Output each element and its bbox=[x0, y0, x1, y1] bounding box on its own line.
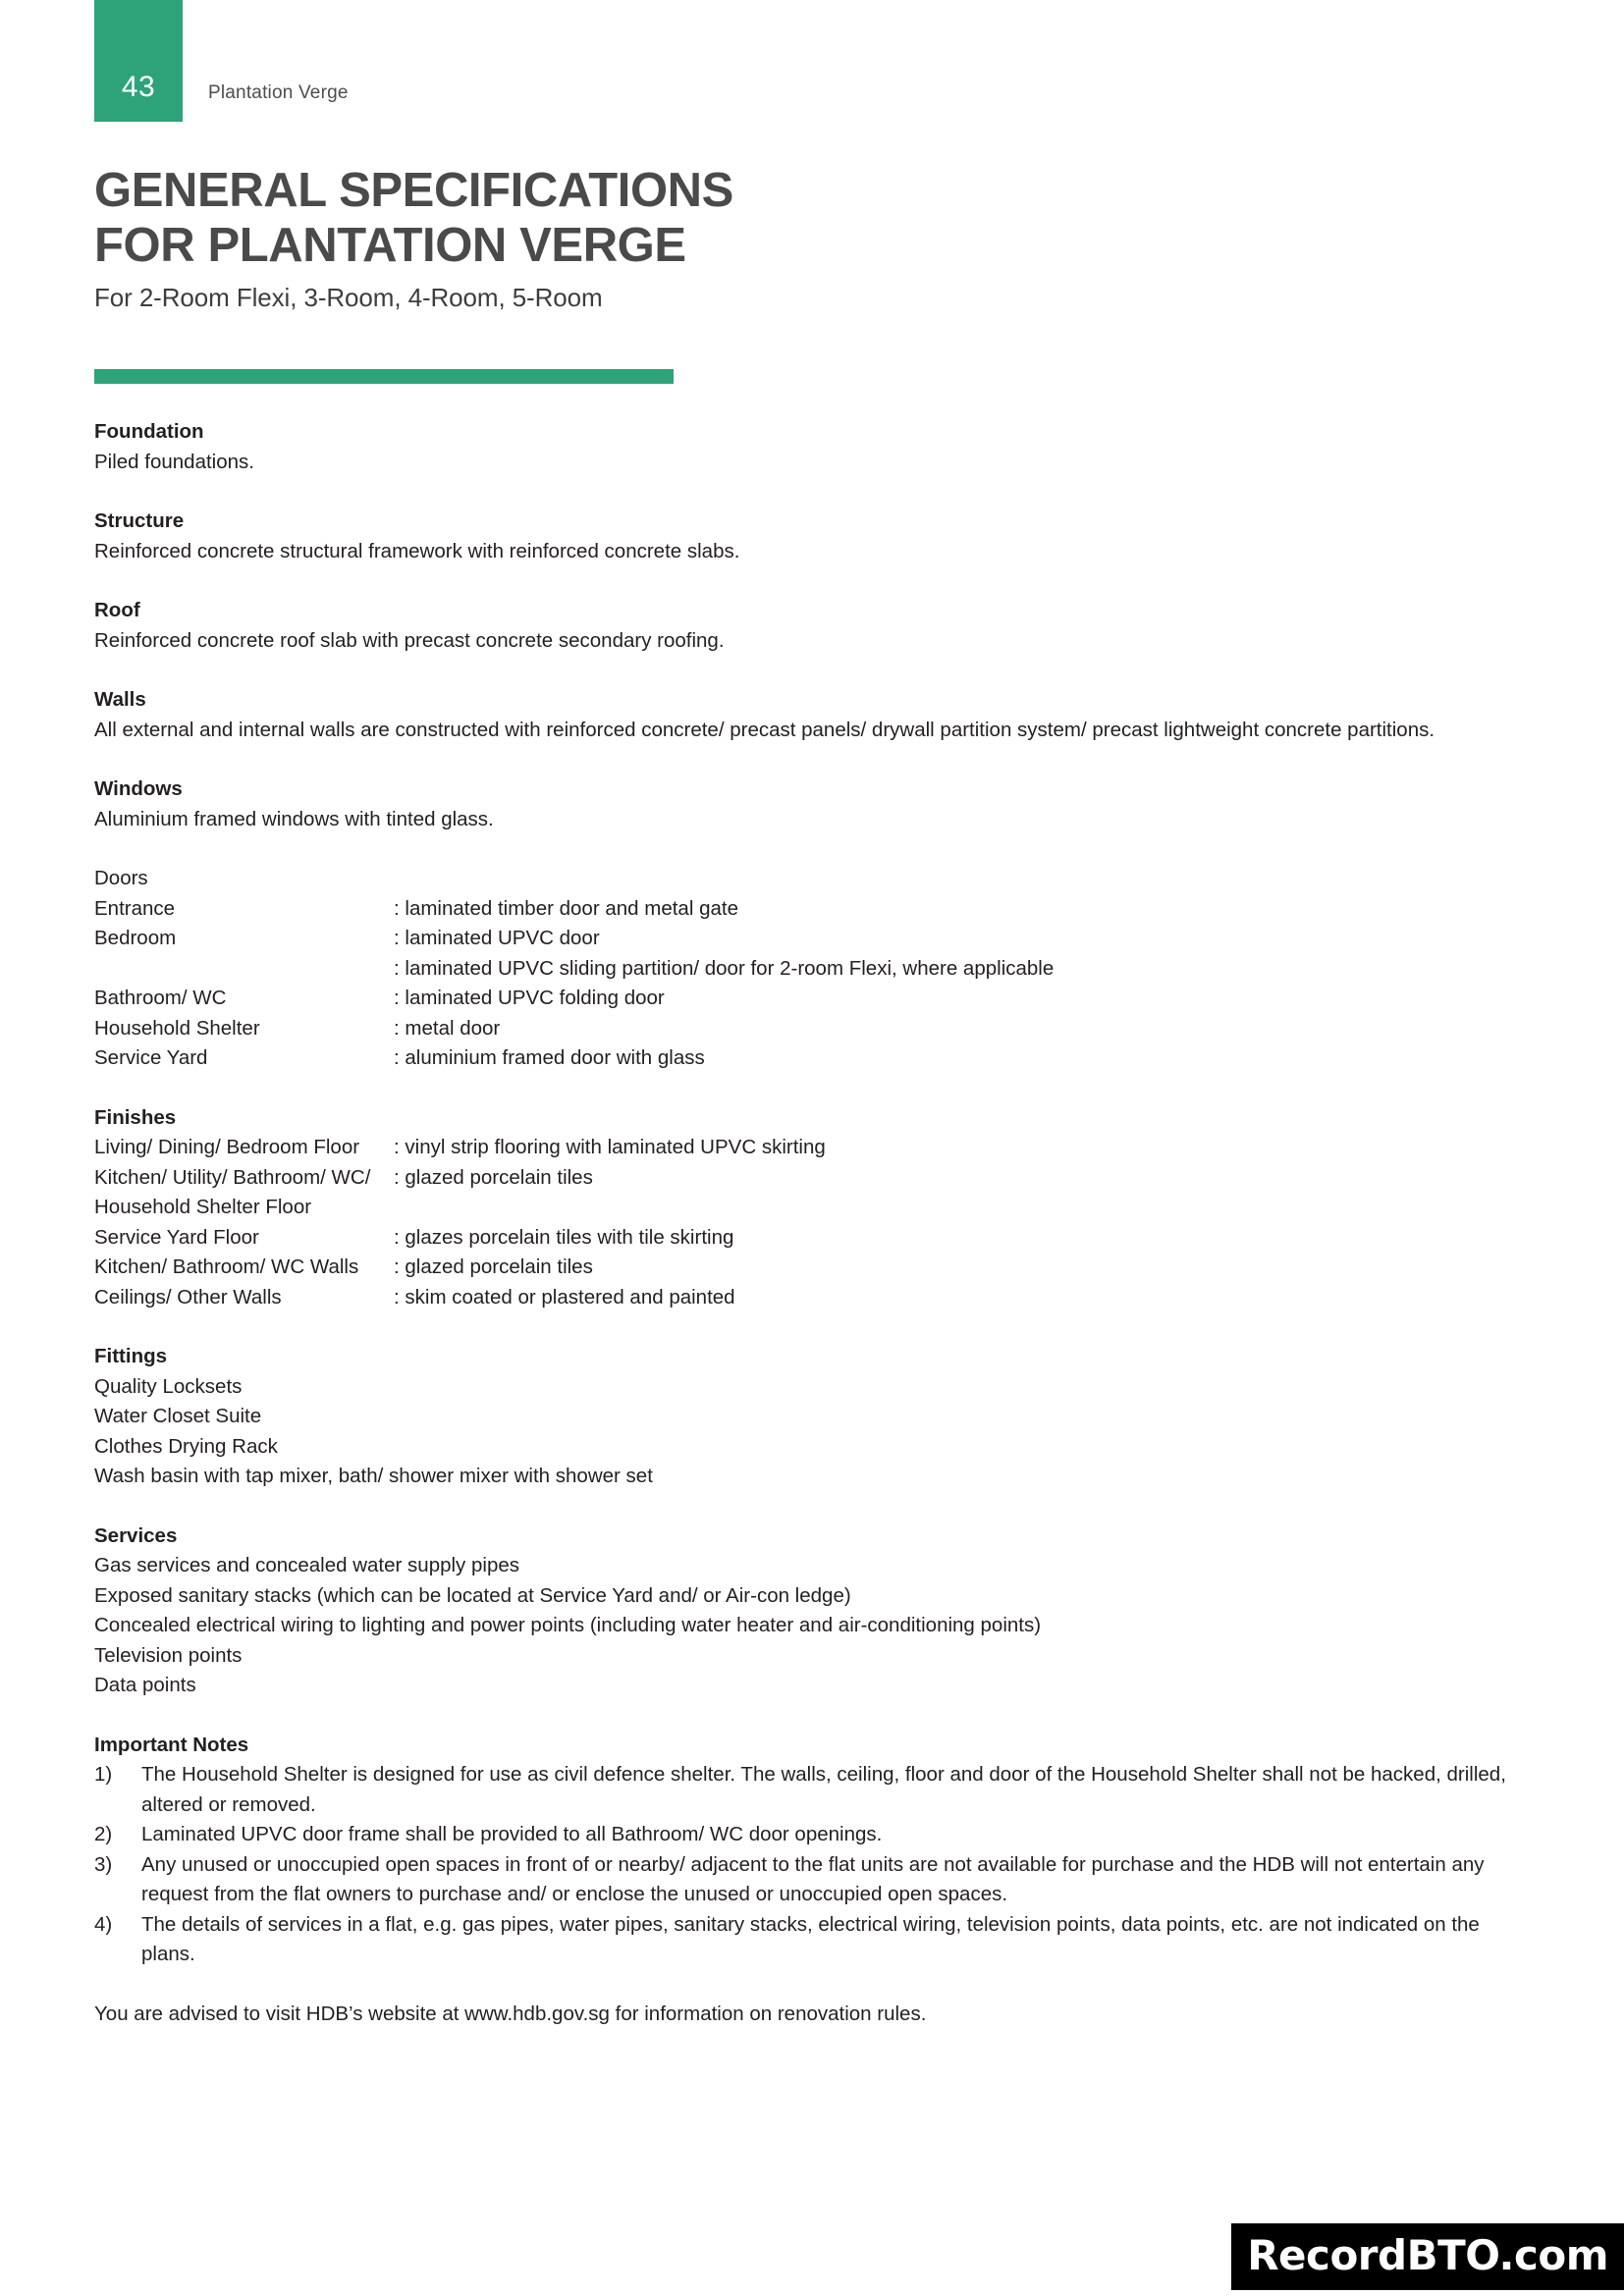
doors-key-1: Bedroom bbox=[94, 927, 177, 949]
section-heading-foundation: Foundation bbox=[94, 420, 204, 443]
section-heading-doors: Doors bbox=[94, 867, 148, 889]
finishes-key-0: Living/ Dining/ Bedroom Floor bbox=[94, 1136, 360, 1158]
table-row bbox=[94, 1014, 1538, 1044]
table-row bbox=[94, 984, 1538, 1014]
table-row bbox=[94, 1193, 1538, 1223]
section-doors bbox=[94, 864, 1538, 1074]
note-text-2: Any unused or unoccupied open spaces in front of or nearby/ adjacent to the flat units are not available for purchase and the HDB will not entertain any request from the flat owners to purchase and/ or enclose the unused or unoccupied open spaces. bbox=[141, 1852, 1485, 1905]
services-item-3: Television points bbox=[94, 1643, 243, 1667]
note-number-1: 2) bbox=[94, 1823, 113, 1845]
specifications-body bbox=[94, 417, 1538, 2029]
page-title-line2: FOR PLANTATION VERGE bbox=[94, 219, 686, 272]
doors-value-4: : metal door bbox=[394, 1016, 501, 1040]
doors-value-1: : laminated UPVC door bbox=[394, 927, 600, 949]
finishes-key-3: Service Yard Floor bbox=[94, 1225, 259, 1249]
fittings-item-0: Quality Locksets bbox=[94, 1374, 243, 1398]
section-roof bbox=[94, 596, 1538, 656]
list-item bbox=[94, 1850, 1538, 1910]
services-item-2: Concealed electrical wiring to lighting and power points (including water heater and air-conditioning points) bbox=[94, 1614, 1042, 1636]
doors-value-5: : aluminium framed door with glass bbox=[394, 1046, 705, 1069]
note-number-0: 1) bbox=[94, 1763, 113, 1786]
list-item bbox=[94, 1820, 1538, 1850]
doors-value-2: : laminated UPVC sliding partition/ door for 2-room Flexi, where applicable bbox=[394, 956, 1055, 980]
page-number-tab bbox=[94, 0, 183, 122]
list-item bbox=[94, 1760, 1538, 1820]
table-row bbox=[94, 1223, 1538, 1254]
section-text-foundation-0: Piled foundations. bbox=[94, 450, 254, 473]
header-project-label: Plantation Verge bbox=[208, 82, 349, 103]
doors-value-3: : laminated UPVC folding door bbox=[394, 987, 665, 1009]
section-heading-walls: Walls bbox=[94, 688, 146, 711]
section-text-windows-0: Aluminium framed windows with tinted glass. bbox=[94, 807, 494, 830]
section-heading-structure: Structure bbox=[94, 509, 185, 532]
doors-key-0: Entrance bbox=[94, 896, 176, 920]
doors-key-4: Household Shelter bbox=[94, 1016, 260, 1040]
title-block bbox=[94, 163, 1174, 312]
section-heading-fittings: Fittings bbox=[94, 1345, 168, 1367]
section-text-roof-0: Reinforced concrete roof slab with precast concrete secondary roofing. bbox=[94, 628, 725, 652]
finishes-value-2 bbox=[394, 1193, 1538, 1223]
section-text-walls-0: All external and internal walls are constructed with reinforced concrete/ precast panels/ drywall partition system/ precast lightweight concrete partitions. bbox=[94, 718, 1435, 741]
table-row bbox=[94, 954, 1538, 985]
section-heading-finishes: Finishes bbox=[94, 1105, 177, 1129]
finishes-value-3: : glazes porcelain tiles with tile skirting bbox=[394, 1225, 734, 1249]
finishes-value-1: : glazed porcelain tiles bbox=[394, 1165, 593, 1189]
finishes-key-4: Kitchen/ Bathroom/ WC Walls bbox=[94, 1255, 359, 1278]
note-text-0: The Household Shelter is designed for use as civil defence shelter. The walls, ceiling, floor and door of the Household Shelter shall not be hacked, drilled, altered or removed. bbox=[141, 1763, 1506, 1816]
finishes-value-0: : vinyl strip flooring with laminated UPVC skirting bbox=[394, 1136, 826, 1158]
section-windows bbox=[94, 774, 1538, 834]
section-structure bbox=[94, 507, 1538, 566]
table-row bbox=[94, 894, 1538, 925]
note-number-3: 4) bbox=[94, 1912, 113, 1936]
services-item-0: Gas services and concealed water supply pipes bbox=[94, 1554, 520, 1576]
section-finishes bbox=[94, 1103, 1538, 1313]
doors-spec-table bbox=[94, 894, 1538, 1074]
watermark-badge: RecordBTO.com bbox=[1231, 2223, 1624, 2290]
services-item-1: Exposed sanitary stacks (which can be located at Service Yard and/ or Air-con ledge) bbox=[94, 1583, 851, 1607]
table-row bbox=[94, 1133, 1538, 1163]
table-row bbox=[94, 924, 1538, 954]
note-text-1: Laminated UPVC door frame shall be provided to all Bathroom/ WC door openings. bbox=[141, 1823, 883, 1845]
section-heading-roof: Roof bbox=[94, 599, 140, 621]
doors-key-5: Service Yard bbox=[94, 1046, 208, 1069]
section-heading-windows: Windows bbox=[94, 777, 183, 800]
page-subtitle: For 2-Room Flexi, 3-Room, 4-Room, 5-Room bbox=[94, 283, 603, 312]
doors-key-3: Bathroom/ WC bbox=[94, 987, 227, 1009]
page-number: 43 bbox=[121, 71, 156, 103]
page-title-line1: GENERAL SPECIFICATIONS bbox=[94, 164, 733, 217]
note-text-3: The details of services in a flat, e.g. gas pipes, water pipes, sanitary stacks, electrical wiring, television points, data points, etc. are not indicated on the plans. bbox=[141, 1912, 1480, 1965]
section-services bbox=[94, 1522, 1538, 1701]
table-row bbox=[94, 1043, 1538, 1074]
section-walls bbox=[94, 685, 1538, 745]
list-item bbox=[94, 1910, 1538, 1970]
section-important-notes bbox=[94, 1731, 1538, 2030]
table-row bbox=[94, 1163, 1538, 1194]
section-heading-services: Services bbox=[94, 1523, 178, 1547]
title-divider-rule bbox=[94, 369, 674, 384]
fittings-item-2: Clothes Drying Rack bbox=[94, 1434, 278, 1458]
section-heading-important-notes: Important Notes bbox=[94, 1733, 249, 1756]
section-fittings bbox=[94, 1342, 1538, 1492]
fittings-item-1: Water Closet Suite bbox=[94, 1405, 262, 1427]
fittings-item-3: Wash basin with tap mixer, bath/ shower mixer with shower set bbox=[94, 1465, 653, 1487]
finishes-value-5: : skim coated or plastered and painted bbox=[394, 1285, 735, 1308]
advisory-text: You are advised to visit HDB’s website at www.hdb.gov.sg for information on renovation rules. bbox=[94, 2002, 927, 2025]
finishes-value-4: : glazed porcelain tiles bbox=[394, 1255, 593, 1278]
doors-key-2 bbox=[94, 954, 394, 985]
doors-value-0: : laminated timber door and metal gate bbox=[394, 896, 738, 920]
table-row bbox=[94, 1253, 1538, 1283]
section-foundation bbox=[94, 417, 1538, 477]
note-number-2: 3) bbox=[94, 1852, 113, 1876]
finishes-key-1: Kitchen/ Utility/ Bathroom/ WC/ bbox=[94, 1165, 371, 1189]
finishes-key-5: Ceilings/ Other Walls bbox=[94, 1285, 282, 1308]
finishes-spec-table bbox=[94, 1133, 1538, 1312]
finishes-key-2: Household Shelter Floor bbox=[94, 1196, 312, 1218]
section-text-structure-0: Reinforced concrete structural framework with reinforced concrete slabs. bbox=[94, 539, 740, 562]
services-item-4: Data points bbox=[94, 1674, 196, 1696]
table-row bbox=[94, 1283, 1538, 1313]
